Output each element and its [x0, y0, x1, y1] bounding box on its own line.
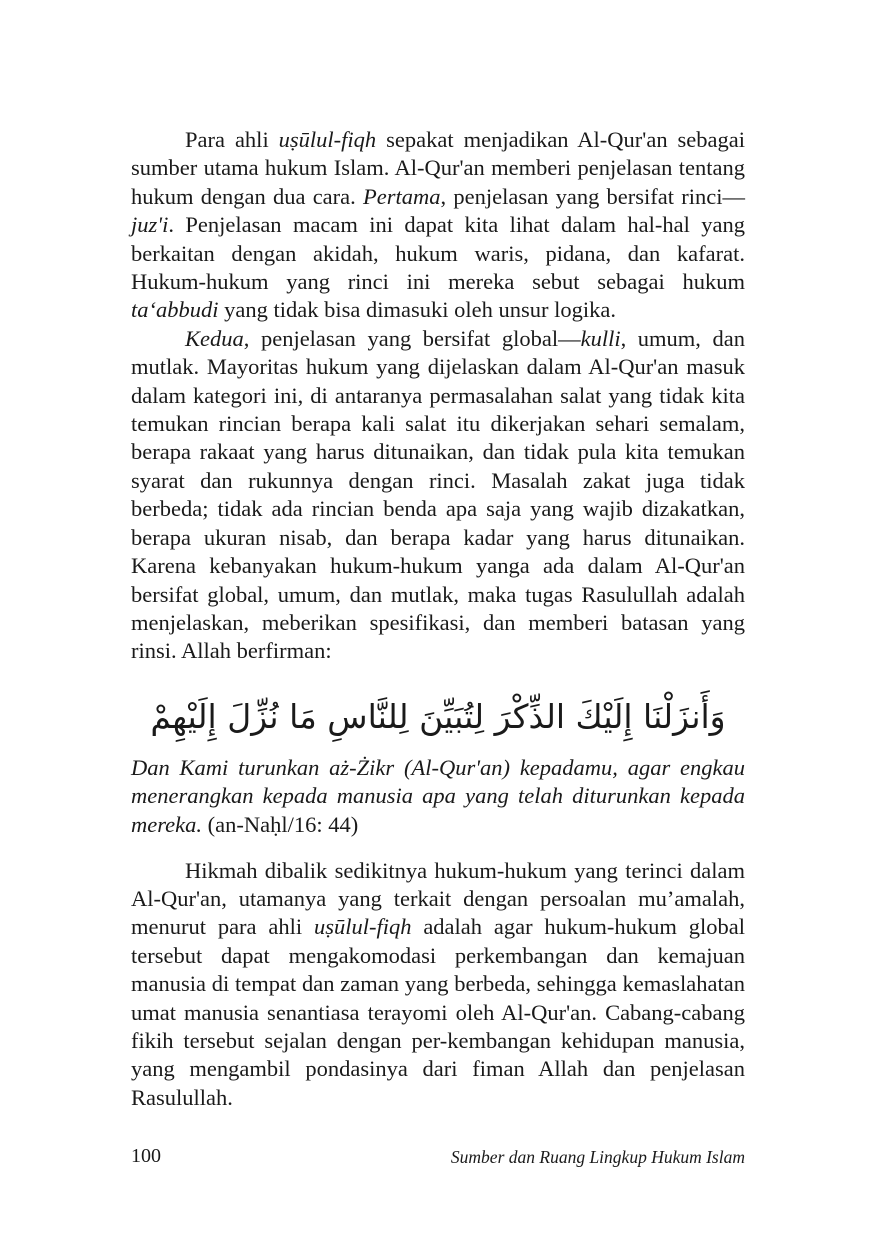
verse-reference: (an-Naḥl/16: 44)	[207, 811, 359, 837]
paragraph-hikmah	[131, 857, 745, 1113]
page-number: 100	[131, 1145, 161, 1167]
translation-text: Dan Kami turunkan aż-Żikr (Al-Qur'an) kepadamu, agar engkau menerangkan kepada manusia apa yang telah diturunkan kepada mereka.	[131, 754, 745, 837]
text-run: Hikmah dibalik sedikitnya hukum-hukum yang terinci dalam Al-Qur'an, utamanya yang terkait dengan persoalan mu’amalah, menurut para ahli	[131, 857, 745, 940]
text-run: adalah agar hukum-hukum global tersebut dapat mengakomodasi perkembangan dan kemajuan manusia di tempat dan zaman yang berbeda, sehingga kemaslahatan umat manusia senantiasa terayomi oleh Al-Qur'an. Cabang-cabang fikih tersebut sejalan dengan per-kembangan kehidupan manusia, yang mengambil pondasinya dari fiman Allah dan penjelasan Rasulullah.	[131, 914, 746, 1110]
section-gap	[131, 840, 745, 857]
italic-term: juz'i	[131, 212, 169, 238]
text-run: yang tidak bisa dimasuki oleh unsur logika.	[218, 297, 616, 323]
text-run: sepakat menjadikan Al-Qur'an sebagai sumber utama hukum Islam. Al-Qur'an memberi penjelasan tentang hukum dengan dua cara.	[131, 127, 746, 209]
text-run: Para ahli	[185, 127, 279, 152]
italic-term: Pertama	[363, 183, 441, 209]
text-run: , penjelasan yang bersifat global—	[243, 325, 581, 351]
italic-term: kulli	[580, 325, 621, 351]
text-run: , penjelasan yang bersifat rinci—	[440, 183, 745, 209]
page-footer	[131, 1145, 745, 1171]
page-body	[131, 126, 745, 1112]
paragraph-usul-fiqh	[131, 126, 745, 325]
text-run: , umum, dan mutlak. Mayoritas hukum yang dijelaskan dalam Al-Qur'an masuk dalam kategori ini, di antaranya permasalahan salat yang tidak kita temukan rincian berapa kali salat itu dikerjakan sehari semalam, berapa rakaat yang harus ditunaikan, dan tidak pula kita temukan syarat dan rukunnya dengan rinci. Masalah zakat juga tidak berbeda; tidak ada rincian benda apa saja yang wajib dizakatkan, berapa ukuran nisab, dan berapa kadar yang harus ditunaikan. Karena kebanyakan hukum-hukum yanga ada dalam Al-Qur'an bersifat global, umum, dan mutlak, maka tugas Rasulullah adalah menjelaskan, meberikan spesifikasi, dan memberi batasan yang rinsi. Allah berfirman:	[131, 325, 745, 664]
italic-term: uṣūlul-fiqh	[313, 914, 412, 940]
italic-term: Kedua	[185, 325, 244, 351]
paragraph-kedua	[131, 325, 745, 666]
quran-verse-arabic: وَأَنزَلْنَا إِلَيْكَ الذِّكْرَ لِتُبَيِّنَ لِلنَّاسِ مَا نُزِّلَ إِلَيْهِمْ	[150, 696, 726, 736]
text-run: . Penjelasan macam ini dapat kita lihat dalam hal-hal yang berkaitan dengan akidah, hukum waris, pidana, dan kafarat. Hukum-hukum yang rinci ini mereka sebut sebagai hukum	[131, 212, 745, 295]
verse-translation	[131, 754, 745, 840]
italic-term: uṣūlul-fiqh	[278, 127, 377, 152]
italic-term: ta‘abbudi	[131, 297, 219, 323]
running-title: Sumber dan Ruang Lingkup Hukum Islam	[450, 1147, 745, 1167]
